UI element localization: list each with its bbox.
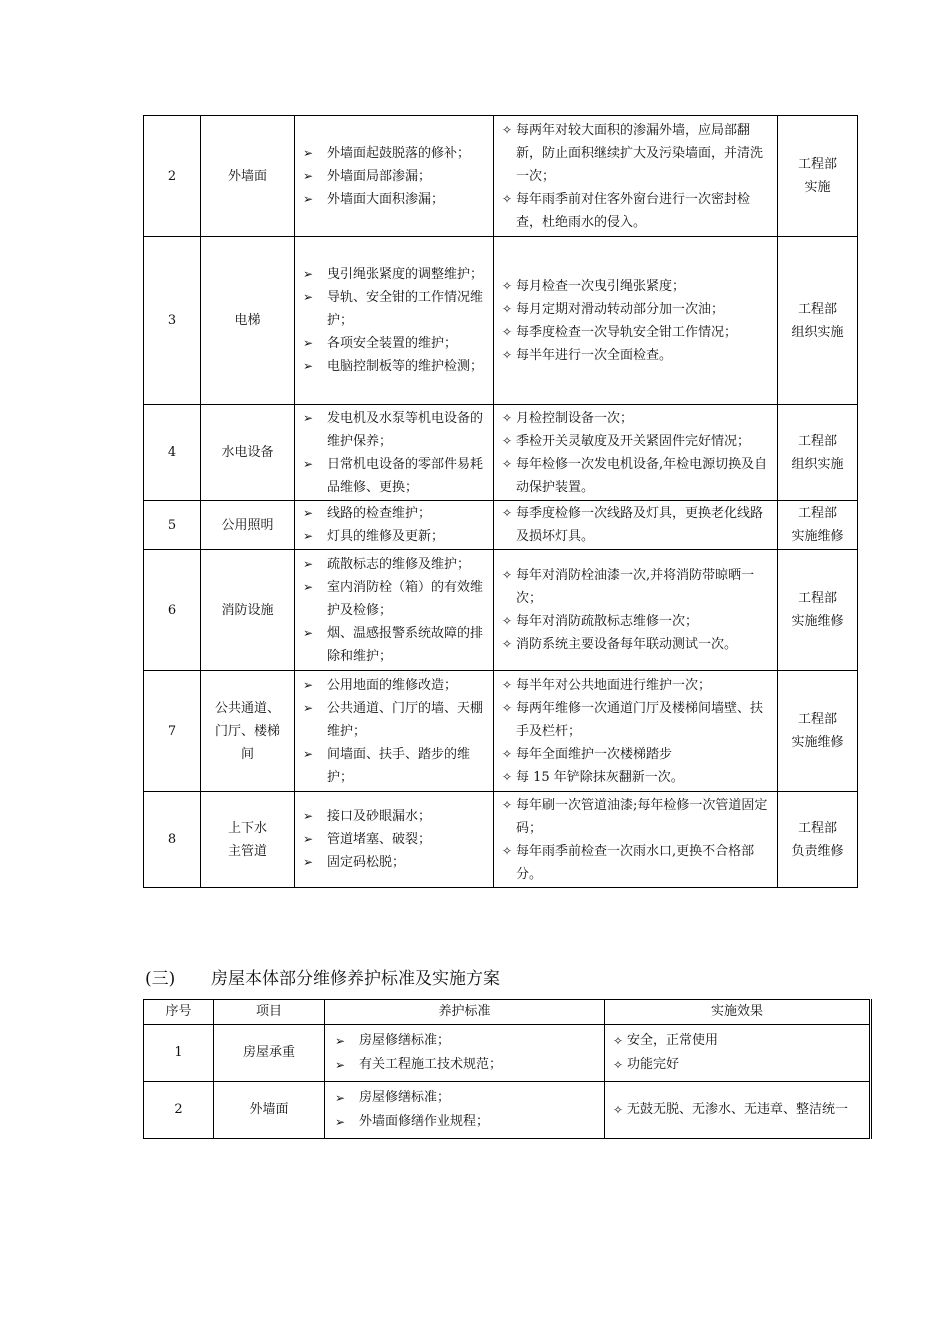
dept-line: 实施维修 xyxy=(791,614,844,629)
cycle-list xyxy=(494,674,777,789)
standards-effect xyxy=(605,1025,871,1082)
row-content xyxy=(295,501,494,550)
table-row xyxy=(144,405,858,501)
row-item xyxy=(201,671,295,792)
cycle-list xyxy=(494,564,777,656)
cycle-list-item: ✧ 每年检修一次发电机设备,年检电源切换及自动保护装置。 xyxy=(502,453,771,499)
row-cycle xyxy=(494,792,778,888)
content-list xyxy=(295,263,493,378)
cycle-list-item: ✧ 每年对消防疏散标志维修一次； xyxy=(502,610,771,633)
standards-standard xyxy=(325,1082,605,1139)
row-number: 6 xyxy=(144,550,201,671)
standards-table-body xyxy=(144,1025,871,1139)
standard-list-item: ➢ 房屋修缮标准； xyxy=(335,1029,598,1053)
row-item-line: 公共通道、门厅、楼梯间 xyxy=(214,700,280,762)
table-row xyxy=(144,116,858,237)
content-list-item: ➢ 公共通道、门厅的墙、天棚维护； xyxy=(303,697,487,743)
standard-list xyxy=(325,1086,604,1134)
table-row xyxy=(144,237,858,405)
dept-line: 工程部 xyxy=(797,301,837,317)
content-list-item: ➢ 线路的检查维护； xyxy=(303,502,487,525)
row-dept xyxy=(778,671,858,792)
table-row xyxy=(144,501,858,550)
row-content xyxy=(295,550,494,671)
dept-line: 组织实施 xyxy=(791,456,844,472)
standards-number: 1 xyxy=(144,1025,214,1082)
row-cycle xyxy=(494,405,778,501)
row-dept xyxy=(778,501,858,550)
row-content xyxy=(295,116,494,237)
cycle-list-item: ✧ 季检开关灵敏度及开关紧固件完好情况； xyxy=(502,430,771,453)
header-item: 项目 xyxy=(214,1000,325,1025)
content-list-item: ➢ 接口及砂眼漏水； xyxy=(303,805,487,828)
row-content xyxy=(295,237,494,405)
row-number: 3 xyxy=(144,237,201,405)
effect-list xyxy=(605,1029,869,1077)
row-item xyxy=(201,501,295,550)
content-list-item: ➢ 灯具的维修及更新； xyxy=(303,525,487,548)
content-list xyxy=(295,553,493,668)
section-number: (三) xyxy=(145,969,176,989)
content-list-item: ➢ 公用地面的维修改造； xyxy=(303,674,487,697)
row-cycle xyxy=(494,671,778,792)
content-list xyxy=(295,805,493,874)
row-number: 8 xyxy=(144,792,201,888)
cycle-list xyxy=(494,502,777,548)
content-list-item: ➢ 日常机电设备的零部件易耗品维修、更换； xyxy=(303,453,487,499)
effect-list-item: ✧ 安全，正常使用 xyxy=(613,1029,863,1053)
section-title-text: 房屋本体部分维修养护标准及实施方案 xyxy=(211,969,500,989)
row-item-line: 上下水 xyxy=(227,820,267,836)
content-list-item: ➢ 疏散标志的维修及维护； xyxy=(303,553,487,576)
content-list-item: ➢ 固定码松脱； xyxy=(303,851,487,874)
cycle-list-item: ✧ 每月检查一次曳引绳张紧度； xyxy=(502,275,771,298)
row-number: 7 xyxy=(144,671,201,792)
row-number: 4 xyxy=(144,405,201,501)
standards-row xyxy=(144,1025,871,1082)
maintenance-cycle-table xyxy=(143,115,858,888)
header-no: 序号 xyxy=(144,1000,214,1025)
content-list-item: ➢ 烟、温感报警系统故障的排除和维护； xyxy=(303,622,487,668)
dept-line: 组织实施 xyxy=(791,324,844,340)
cycle-list-item: ✧ 月检控制设备一次； xyxy=(502,407,771,430)
cycle-list xyxy=(494,275,777,367)
content-list-item: ➢ 导轨、安全钳的工作情况维护； xyxy=(303,286,487,332)
row-item-line: 公用照明 xyxy=(221,517,274,533)
header-standard: 养护标准 xyxy=(325,1000,605,1025)
cycle-list-item: ✧ 每年对消防栓油漆一次,并将消防带晾晒一次； xyxy=(502,564,771,610)
row-cycle xyxy=(494,237,778,405)
row-item xyxy=(201,550,295,671)
row-cycle xyxy=(494,501,778,550)
dept-line: 工程部 xyxy=(797,820,837,836)
content-list xyxy=(295,142,493,211)
content-list-item: ➢ 曳引绳张紧度的调整维护； xyxy=(303,263,487,286)
dept-line: 工程部 xyxy=(797,157,837,172)
content-list-item: ➢ 外墙面局部渗漏； xyxy=(303,165,487,188)
row-dept xyxy=(778,792,858,888)
content-list-item: ➢ 电脑控制板等的维护检测； xyxy=(303,355,487,378)
row-content xyxy=(295,405,494,501)
cycle-list-item: ✧ 每年雨季前检查一次雨水口,更换不合格部分。 xyxy=(502,840,771,886)
cycle-list-item: ✧ 每年雨季前对住客外窗台进行一次密封检查，杜绝雨水的侵入。 xyxy=(502,188,771,234)
standards-item: 外墙面 xyxy=(214,1082,325,1139)
dept-line: 工程部 xyxy=(797,506,837,521)
row-number: 2 xyxy=(144,116,201,237)
standards-row xyxy=(144,1082,871,1139)
row-item xyxy=(201,405,295,501)
row-item-line: 外墙面 xyxy=(227,168,267,184)
content-list-item: ➢ 外墙面起鼓脱落的修补； xyxy=(303,142,487,165)
standards-effect xyxy=(605,1082,871,1139)
cycle-list xyxy=(494,407,777,499)
dept-line: 实施维修 xyxy=(791,529,844,544)
cycle-list-item: ✧ 每半年对公共地面进行维护一次； xyxy=(502,674,771,697)
cycle-list-item: ✧ 每半年进行一次全面检查。 xyxy=(502,344,771,367)
standards-header-row xyxy=(144,1000,871,1025)
cycle-list-item: ✧ 每 15 年铲除抹灰翻新一次。 xyxy=(502,766,771,789)
row-dept xyxy=(778,550,858,671)
cycle-list-item: ✧ 每两年对较大面积的渗漏外墙，应局部翻新，防止面积继续扩大及污染墙面，并清洗一次； xyxy=(502,119,771,188)
cycle-list-item: ✧ 每年刷一次管道油漆;每年检修一次管道固定码； xyxy=(502,794,771,840)
row-item-line: 水电设备 xyxy=(221,445,274,460)
row-item xyxy=(201,792,295,888)
row-item-line: 消防设施 xyxy=(221,602,274,618)
effect-list xyxy=(605,1098,869,1122)
table-row xyxy=(144,671,858,792)
section-heading xyxy=(145,964,500,989)
cycle-list-item: ✧ 每季度检查一次导轨安全钳工作情况； xyxy=(502,321,771,344)
standards-item: 房屋承重 xyxy=(214,1025,325,1082)
row-item xyxy=(201,116,295,237)
cycle-list-item: ✧ 每月定期对滑动转动部分加一次油； xyxy=(502,298,771,321)
dept-line: 工程部 xyxy=(797,712,837,727)
cycle-list-item: ✧ 每两年维修一次通道门厅及楼梯间墙壁、扶手及栏杆； xyxy=(502,697,771,743)
cycle-list xyxy=(494,794,777,886)
row-dept xyxy=(778,405,858,501)
standard-list-item: ➢ 房屋修缮标准； xyxy=(335,1086,598,1110)
content-list xyxy=(295,674,493,789)
header-effect: 实施效果 xyxy=(605,1000,871,1025)
dept-line: 实施 xyxy=(804,180,831,195)
maintenance-cycle-table-body xyxy=(144,116,858,888)
row-number: 5 xyxy=(144,501,201,550)
row-dept xyxy=(778,116,858,237)
cycle-list-item: ✧ 每年全面维护一次楼梯踏步 xyxy=(502,743,771,766)
row-item-line: 电梯 xyxy=(234,313,261,328)
content-list-item: ➢ 间墙面、扶手、踏步的维护； xyxy=(303,743,487,789)
standards-table xyxy=(143,999,872,1139)
row-cycle xyxy=(494,116,778,237)
dept-line: 工程部 xyxy=(797,591,837,606)
content-list-item: ➢ 各项安全装置的维护； xyxy=(303,332,487,355)
standards-number: 2 xyxy=(144,1082,214,1139)
effect-list-item: ✧ 无鼓无脱、无渗水、无违章、整洁统一 xyxy=(613,1098,863,1122)
row-content xyxy=(295,792,494,888)
row-dept xyxy=(778,237,858,405)
standard-list-item: ➢ 外墙面修缮作业规程； xyxy=(335,1110,598,1134)
row-cycle xyxy=(494,550,778,671)
table-row xyxy=(144,792,858,888)
content-list-item: ➢ 发电机及水泵等机电设备的维护保养； xyxy=(303,407,487,453)
dept-line: 工程部 xyxy=(797,433,837,449)
content-list xyxy=(295,502,493,548)
content-list-item: ➢ 室内消防栓（箱）的有效维护及检修； xyxy=(303,576,487,622)
standards-standard xyxy=(325,1025,605,1082)
cycle-list xyxy=(494,119,777,234)
standard-list-item: ➢ 有关工程施工技术规范； xyxy=(335,1053,598,1077)
dept-line: 实施维修 xyxy=(791,735,844,750)
row-content xyxy=(295,671,494,792)
content-list xyxy=(295,407,493,499)
row-item xyxy=(201,237,295,405)
cycle-list-item: ✧ 消防系统主要设备每年联动测试一次。 xyxy=(502,633,771,656)
row-item-line: 主管道 xyxy=(227,843,267,859)
standard-list xyxy=(325,1029,604,1077)
content-list-item: ➢ 管道堵塞、破裂； xyxy=(303,828,487,851)
dept-line: 负责维修 xyxy=(791,843,844,859)
effect-list-item: ✧ 功能完好 xyxy=(613,1053,863,1077)
table-row xyxy=(144,550,858,671)
cycle-list-item: ✧ 每季度检修一次线路及灯具，更换老化线路及损坏灯具。 xyxy=(502,502,771,548)
content-list-item: ➢ 外墙面大面积渗漏； xyxy=(303,188,487,211)
